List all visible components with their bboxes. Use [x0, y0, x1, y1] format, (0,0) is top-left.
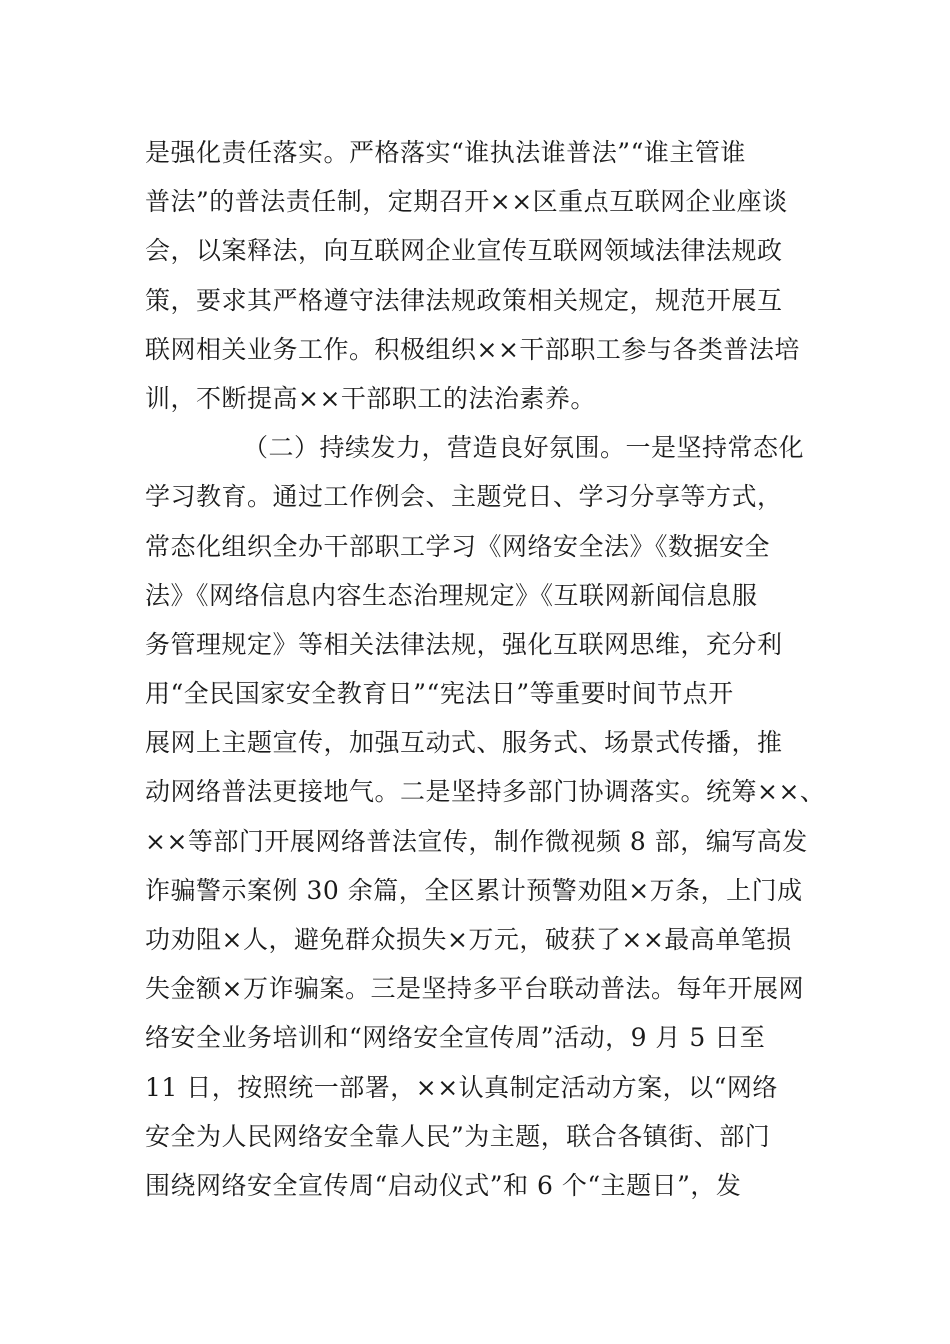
section-heading-line: （二）持续发力，营造良好氛围。一是坚持常态化 [243, 433, 805, 463]
text-line: 常态化组织全办干部职工学习《网络安全法》《数据安全 [145, 531, 771, 561]
text-line: 是强化责任落实。严格落实“谁执法谁普法”“谁主管谁 [145, 138, 746, 167]
text-line: 务管理规定》等相关法律法规，强化互联网思维，充分利 [145, 629, 783, 659]
text-line: 普法”的普法责任制，定期召开××区重点互联网企业座谈 [145, 187, 788, 217]
text-line: 诈骗警示案例 30 余篇，全区累计预警劝阻×万条，上门成 [145, 875, 803, 905]
text-line: ××等部门开展网络普法宣传，制作微视频 8 部，编写高发 [145, 826, 808, 856]
text-line: 策，要求其严格遵守法律法规政策相关规定，规范开展互 [145, 285, 783, 315]
text-line: 围绕网络安全宣传周“启动仪式”和 6 个“主题日”，发 [145, 1170, 742, 1200]
text-line: 功劝阻×人，避免群众损失×万元，破获了××最高单笔损 [145, 925, 792, 954]
text-line: 学习教育。通过工作例会、主题党日、学习分享等方式， [145, 482, 783, 512]
body-text [145, 128, 825, 1210]
text-line: 法》《网络信息内容生态治理规定》《互联网新闻信息服 [145, 580, 758, 610]
text-line: 动网络普法更接地气。二是坚持多部门协调落实。统筹××、 [145, 777, 826, 807]
text-line: 展网上主题宣传，加强互动式、服务式、场景式传播，推 [145, 728, 783, 758]
text-line: 失金额×万诈骗案。三是坚持多平台联动普法。每年开展网 [145, 974, 804, 1004]
text-line: 络安全业务培训和“网络安全宣传周”活动，9 月 5 日至 [145, 1023, 766, 1053]
text-line: 会，以案释法，向互联网企业宣传互联网领域法律法规政 [145, 236, 783, 266]
text-line: 安全为人民网络安全靠人民”为主题，联合各镇街、部门 [145, 1121, 771, 1151]
text-line: 训，不断提高××干部职工的法治素养。 [145, 383, 596, 413]
text-line: 用“全民国家安全教育日”“宪法日”等重要时间节点开 [145, 679, 734, 709]
text-line: 11 日，按照统一部署，××认真制定活动方案，以“网络 [145, 1072, 778, 1102]
text-line: 联网相关业务工作。积极组织××干部职工参与各类普法培 [145, 334, 800, 364]
